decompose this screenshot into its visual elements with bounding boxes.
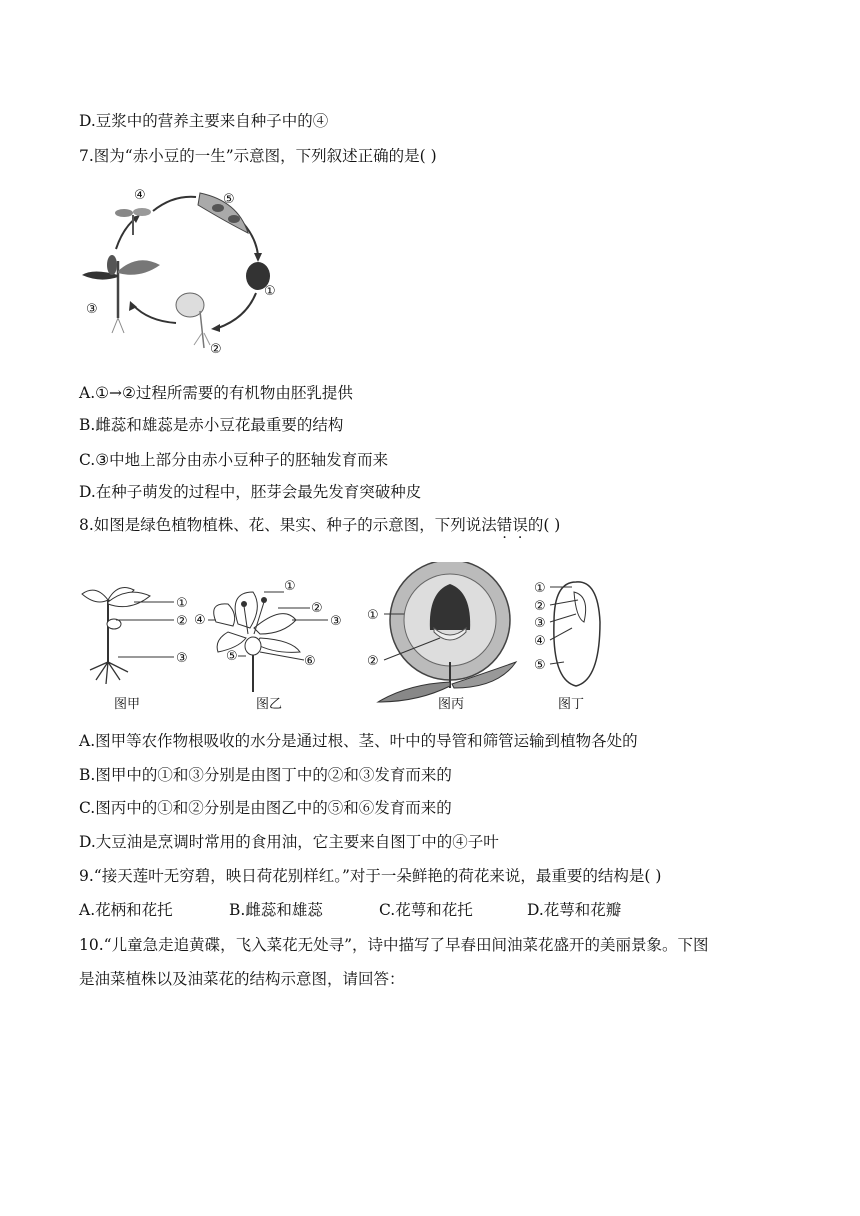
fig8-bing-fruit — [378, 562, 516, 702]
cycle-arrowhead — [211, 324, 220, 332]
fig8-ding-label-1: ① — [534, 581, 546, 596]
fig8-yi-label-5: ⑤ — [226, 649, 238, 664]
q7-option-a: A.①→②过程所需要的有机物由胚乳提供 — [79, 384, 353, 402]
q9-option-a: A.花柄和花托 — [79, 901, 173, 919]
fig8-yi-label-6: ⑥ — [304, 654, 316, 669]
q10-stem-line1: 10.“儿童急走追黄碟，飞入菜花无处寻”，诗中描写了早春田间油菜花盛开的美丽景象。下图 — [79, 936, 709, 954]
fig7-label-2: ② — [210, 342, 222, 357]
q9-option-b: B.雌蕊和雄蕊 — [229, 901, 323, 919]
q9-options — [79, 900, 621, 920]
fig8-yi-label-3: ③ — [330, 614, 342, 629]
fig8-ding-seed — [550, 582, 600, 686]
q8-emphasis-1: 错 — [496, 516, 513, 534]
fig8-jia-label-1: ① — [176, 596, 188, 611]
germinating-seed-drawing — [176, 293, 210, 348]
q8-emphasis-2: 误 — [512, 516, 528, 534]
fig8-yi-label-4: ④ — [194, 613, 206, 628]
fig8-yi-flower — [208, 592, 328, 692]
fig7-label-5: ⑤ — [223, 192, 235, 207]
fig8-bing-label-2: ② — [367, 654, 379, 669]
fig8-ding-label-2: ② — [534, 599, 546, 614]
fig8-yi-label-1: ① — [284, 579, 296, 594]
fig8-ding-label-4: ④ — [534, 634, 546, 649]
q10-stem-line2: 是油菜植株以及油菜花的结构示意图，请回答： — [79, 970, 405, 988]
fig8-jia-label-3: ③ — [176, 651, 188, 666]
seedling-drawing — [115, 208, 151, 235]
q6-option-d: D.豆浆中的营养主要来自种子中的④ — [79, 112, 329, 130]
q8-option-c: C.图丙中的①和②分别是由图乙中的⑤和⑥发育而来的 — [79, 799, 452, 817]
fig8-ding-label-3: ③ — [534, 616, 546, 631]
fig8-caption-jia: 图甲 — [114, 697, 141, 712]
cycle-arrow — [218, 293, 256, 328]
q9-stem: 9.“接天莲叶无穷碧，映日荷花别样红。”对于一朵鲜艳的荷花来说，最重要的结构是( ) — [79, 867, 662, 885]
q7-stem: 7.图为“赤小豆的一生”示意图，下列叙述正确的是( ) — [79, 147, 437, 165]
fig8-yi-label-2: ② — [311, 601, 323, 616]
young-plant-drawing — [82, 255, 160, 333]
fig8-caption-yi: 图乙 — [256, 697, 283, 712]
q7-lifecycle-figure — [78, 183, 288, 363]
fig7-label-4: ④ — [134, 188, 146, 203]
q7-option-b: B.雌蕊和雄蕊是赤小豆花最重要的结构 — [79, 416, 344, 434]
q7-option-d: D.在种子萌发的过程中，胚芽会最先发育突破种皮 — [79, 483, 422, 501]
q8-option-d: D.大豆油是烹调时常用的食用油，它主要来自图丁中的④子叶 — [79, 833, 499, 851]
q9-option-c: C.花萼和花托 — [379, 901, 473, 919]
fig8-jia-label-2: ② — [176, 614, 188, 629]
q7-option-c: C.③中地上部分由赤小豆种子的胚轴发育而来 — [79, 451, 389, 469]
q8-option-a: A.图甲等农作物根吸收的水分是通过根、茎、叶中的导管和筛管运输到植物各处的 — [79, 732, 638, 750]
cycle-arrowhead — [254, 253, 262, 262]
fig8-caption-ding: 图丁 — [558, 697, 585, 712]
fig7-label-3: ③ — [86, 302, 98, 317]
cycle-arrow — [153, 197, 196, 211]
fig7-label-1: ① — [264, 284, 276, 299]
cycle-arrowhead — [129, 301, 137, 311]
q8-figure — [78, 562, 618, 714]
fig8-caption-bing: 图丙 — [438, 697, 465, 712]
q9-option-d: D.花萼和花瓣 — [527, 901, 622, 919]
cycle-arrow — [133, 305, 176, 323]
fig8-jia-plant — [82, 588, 174, 684]
q8-option-b: B.图甲中的①和③分别是由图丁中的②和③发育而来的 — [79, 766, 452, 784]
fig8-bing-label-1: ① — [367, 608, 379, 623]
fig8-ding-label-5: ⑤ — [534, 658, 546, 673]
q8-stem: 8.如图是绿色植物植株、花、果实、种子的示意图，下列说法错误的( ) — [79, 516, 561, 534]
